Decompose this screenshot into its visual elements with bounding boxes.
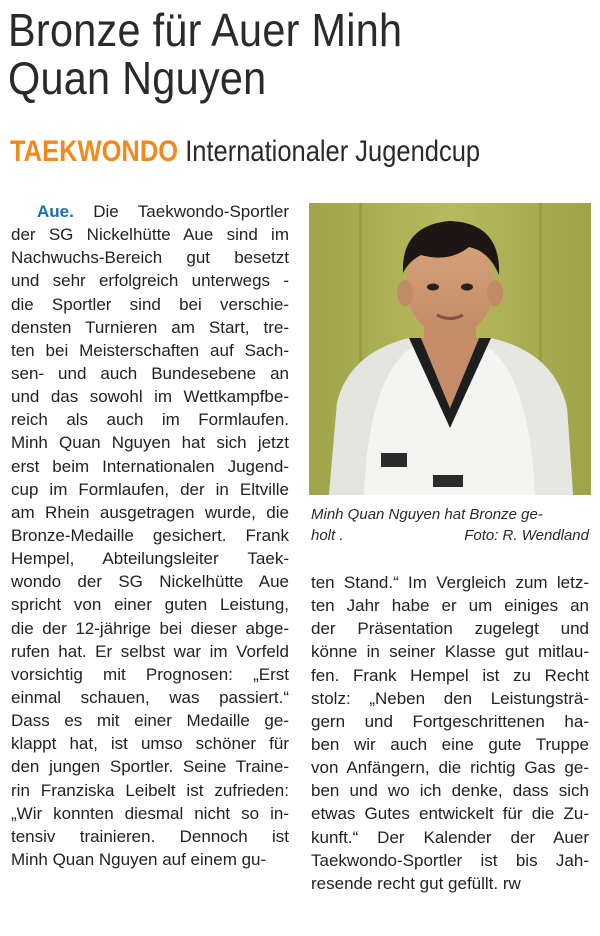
article-line: ten bei Meisterschaften auf Sach- [11,340,289,360]
article-line: Minh Quan Nguyen auf einem gu- [11,849,267,869]
article-line: Taekwondo-Sportler ist bis Jah- [311,850,589,870]
article-line: die Sportler sind bei verschie- [11,294,289,314]
article-line: reich als auch im Formlaufen. [11,410,289,430]
article-line: ten Jahr habe er um einiges an [311,596,589,616]
article-line: und das sowohl im Wettkampfbe- [11,387,289,407]
kicker [10,134,537,170]
article-line: resende recht gut gefüllt. rw [311,873,521,893]
article-line: sen- und auch Bundesebene an [11,363,289,383]
article-line: wondo der SG Nickelhütte Aue [11,572,289,592]
athlete-photo [309,203,591,495]
article-line: densten Turnieren am Start, tre- [11,317,289,337]
article-line: stolz: „Neben den Leistungsträ- [311,688,589,708]
photo-caption [311,504,589,546]
caption-line-2: holt . [311,527,344,544]
article-line: vorsichtig mit Prognosen: „Erst [11,664,289,684]
article-line: Hempel, Abteilungsleiter Taek- [11,549,289,569]
article-line: die der 12-jährige bei dieser abge- [11,618,289,638]
headline-line-1: Bronze für Auer Minh [8,4,403,56]
article-line: gern und Fortgeschrittenen ha- [311,711,589,731]
article-line: ben wir auch eine gute Truppe [311,734,589,754]
article-line: den jungen Sportler. Seine Traine- [11,757,289,777]
article-line: kunft.“ Der Kalender der Auer [311,827,589,847]
topic-label: TAEKWONDO [10,135,179,168]
article-line: und sehr erfolgreich unterwegs - [11,271,289,291]
article-first-line [11,200,289,223]
article-line: ten Stand.“ Im Vergleich zum letz- [311,573,589,592]
article-line: rin Franziska Leibelt ist zufrieden: [11,780,289,800]
caption-line-1: Minh Quan Nguyen hat Bronze ge- [311,506,543,523]
article-line: Minh Quan Nguyen hat sich jetzt [11,433,289,453]
headline-line-2: Quan Nguyen [8,52,267,104]
article-line: klappt hat, ist umso schöner für [11,734,289,754]
first-line-text: Die Taekwondo-Sportler [93,202,289,221]
article-column-1 [11,200,289,871]
subtitle: Internationaler Jugendcup [185,135,481,168]
article-line: fen. Frank Hempel ist zu Recht [311,665,589,685]
article-line: von Anfängern, die richtig Gas ge- [311,758,589,778]
article-line: Dass es mit einer Medaille ge- [11,711,289,731]
article-line: am Rhein ausgetragen wurde, die [11,502,289,522]
article-line: könne in seiner Klasse gut mitlau- [311,642,589,662]
dateline: Aue. [37,202,74,221]
article-column-2 [311,571,589,895]
article-line: „Wir konnten diesmal nicht so in- [11,803,289,823]
article-line: Nachwuchs-Bereich gut besetzt [11,248,289,268]
athlete-photo-image [309,203,591,495]
article-line: etwas Gutes entwickelt für die Zu- [311,804,589,824]
headline [8,6,530,102]
article-line: rufen hat. Er selbst war im Vorfeld [11,641,289,661]
article-line: der Präsentation zugelegt und [311,619,589,639]
article-line: einmal schauen, was passiert.“ [11,687,289,707]
article-line: tensiv trainieren. Dennoch ist [11,826,289,846]
photo-credit: Foto: R. Wendland [464,527,589,544]
article-line: erst beim Internationalen Jugend- [11,456,289,476]
article-line: cup im Formlaufen, der in Eltville [11,479,289,499]
article-line: spricht von einer guten Leistung, [11,595,289,615]
article-line: Bronze-Medaille gesichert. Frank [11,525,289,545]
article-line: ben und wo ich denke, dass sich [311,781,589,801]
article-line: der SG Nickelhütte Aue sind im [11,225,289,245]
